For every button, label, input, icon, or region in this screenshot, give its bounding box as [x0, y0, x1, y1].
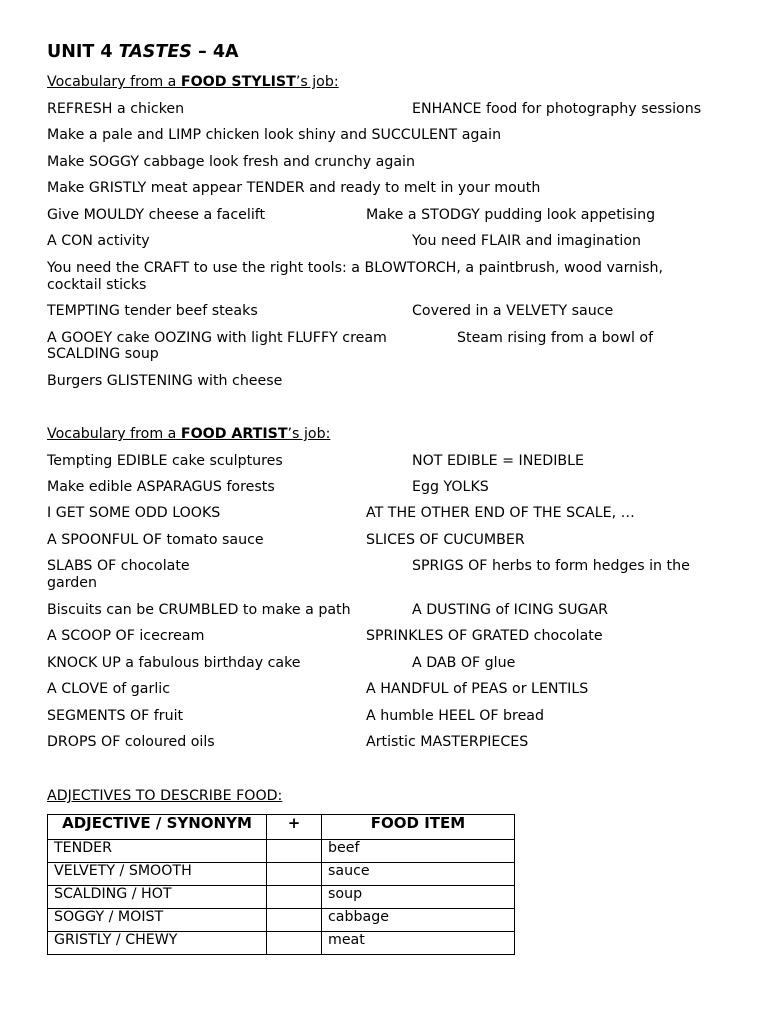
- food-item-cell: meat: [322, 932, 515, 955]
- adjective-cell: GRISTLY / CHEWY: [48, 932, 267, 955]
- stylist-line: Make GRISTLY meat appear TENDER and ready to melt in your mouth: [47, 180, 541, 196]
- title-prefix: UNIT 4: [47, 42, 119, 62]
- title-italic: TASTES: [118, 42, 192, 62]
- artist-line: SEGMENTS OF fruit: [47, 708, 184, 724]
- stylist-line: REFRESH a chicken: [47, 101, 185, 117]
- artist-line: Tempting EDIBLE cake sculptures: [47, 453, 283, 469]
- artist-line: DROPS OF coloured oils: [47, 734, 215, 750]
- artist-line: A SPOONFUL OF tomato sauce: [47, 532, 264, 548]
- food-item-cell: soup: [322, 886, 515, 909]
- food-item-cell: sauce: [322, 863, 515, 886]
- plus-cell: [267, 886, 322, 909]
- artist-heading-pre: Vocabulary from a: [47, 426, 181, 442]
- stylist-line-right: ENHANCE food for photography sessions: [412, 101, 702, 117]
- artist-line: I GET SOME ODD LOOKS: [47, 505, 221, 521]
- artist-heading-post: ’s job:: [287, 426, 331, 442]
- stylist-line-right: Steam rising from a bowl of: [457, 330, 654, 346]
- stylist-line-continuation: SCALDING soup: [47, 346, 159, 362]
- table-row: [48, 863, 515, 886]
- adjective-cell: SOGGY / MOIST: [48, 909, 267, 932]
- food-item-cell: cabbage: [322, 909, 515, 932]
- adjectives-heading: ADJECTIVES TO DESCRIBE FOOD:: [47, 788, 283, 804]
- plus-cell: [267, 863, 322, 886]
- stylist-line: Make SOGGY cabbage look fresh and crunchy again: [47, 154, 415, 170]
- stylist-line: Make a pale and LIMP chicken look shiny and SUCCULENT again: [47, 127, 502, 143]
- adjective-cell: TENDER: [48, 840, 267, 863]
- artist-line-continuation: garden: [47, 575, 98, 591]
- table-row: [48, 932, 515, 955]
- stylist-heading: [47, 74, 339, 91]
- stylist-line: A GOOEY cake OOZING with light FLUFFY cream: [47, 330, 387, 346]
- column-header-adjective: ADJECTIVE / SYNONYM: [48, 815, 267, 840]
- adjective-cell: VELVETY / SMOOTH: [48, 863, 267, 886]
- artist-line: A SCOOP OF icecream: [47, 628, 205, 644]
- artist-line: KNOCK UP a fabulous birthday cake: [47, 655, 301, 671]
- table-header-row: [48, 815, 515, 840]
- artist-line-right: Artistic MASTERPIECES: [366, 734, 529, 750]
- stylist-heading-pre: Vocabulary from a: [47, 74, 181, 90]
- food-item-cell: beef: [322, 840, 515, 863]
- artist-line-right: Egg YOLKS: [412, 479, 489, 495]
- plus-cell: [267, 840, 322, 863]
- artist-line-right: SPRIGS OF herbs to form hedges in the: [412, 558, 690, 574]
- page-title: [47, 42, 239, 62]
- artist-line-right: A HANDFUL of PEAS or LENTILS: [366, 681, 589, 697]
- table-row: [48, 840, 515, 863]
- artist-line: A CLOVE of garlic: [47, 681, 171, 697]
- artist-line-right: SLICES OF CUCUMBER: [366, 532, 525, 548]
- artist-line-right: AT THE OTHER END OF THE SCALE, …: [366, 505, 635, 521]
- stylist-line-right: Make a STODGY pudding look appetising: [366, 207, 656, 223]
- artist-line-right: A DUSTING of ICING SUGAR: [412, 602, 609, 618]
- artist-line-right: NOT EDIBLE = INEDIBLE: [412, 453, 585, 469]
- artist-heading: [47, 426, 330, 443]
- artist-heading-bold: FOOD ARTIST: [180, 426, 288, 442]
- stylist-line: Burgers GLISTENING with cheese: [47, 373, 283, 389]
- stylist-line-right: Covered in a VELVETY sauce: [412, 303, 614, 319]
- table-row: [48, 886, 515, 909]
- artist-line-right: SPRINKLES OF GRATED chocolate: [366, 628, 603, 644]
- artist-line: SLABS OF chocolate: [47, 558, 190, 574]
- plus-cell: [267, 932, 322, 955]
- stylist-heading-bold: FOOD STYLIST: [180, 74, 296, 90]
- artist-line-right: A DAB OF glue: [412, 655, 516, 671]
- stylist-line: A CON activity: [47, 233, 150, 249]
- column-header-plus: +: [267, 815, 322, 840]
- artist-line-right: A humble HEEL OF bread: [366, 708, 545, 724]
- artist-line: Make edible ASPARAGUS forests: [47, 479, 275, 495]
- adjective-cell: SCALDING / HOT: [48, 886, 267, 909]
- artist-line: Biscuits can be CRUMBLED to make a path: [47, 602, 351, 618]
- stylist-line: You need the CRAFT to use the right tools: a BLOWTORCH, a paintbrush, wood varnish, cocktail sticks: [47, 260, 663, 293]
- stylist-line: TEMPTING tender beef steaks: [47, 303, 258, 319]
- stylist-line-right: You need FLAIR and imagination: [412, 233, 642, 249]
- column-header-food-item: FOOD ITEM: [322, 815, 515, 840]
- title-suffix: – 4A: [191, 42, 239, 62]
- stylist-line: Give MOULDY cheese a facelift: [47, 207, 266, 223]
- table-row: [48, 909, 515, 932]
- adjectives-table: [47, 814, 515, 955]
- plus-cell: [267, 909, 322, 932]
- stylist-heading-post: ’s job:: [295, 74, 339, 90]
